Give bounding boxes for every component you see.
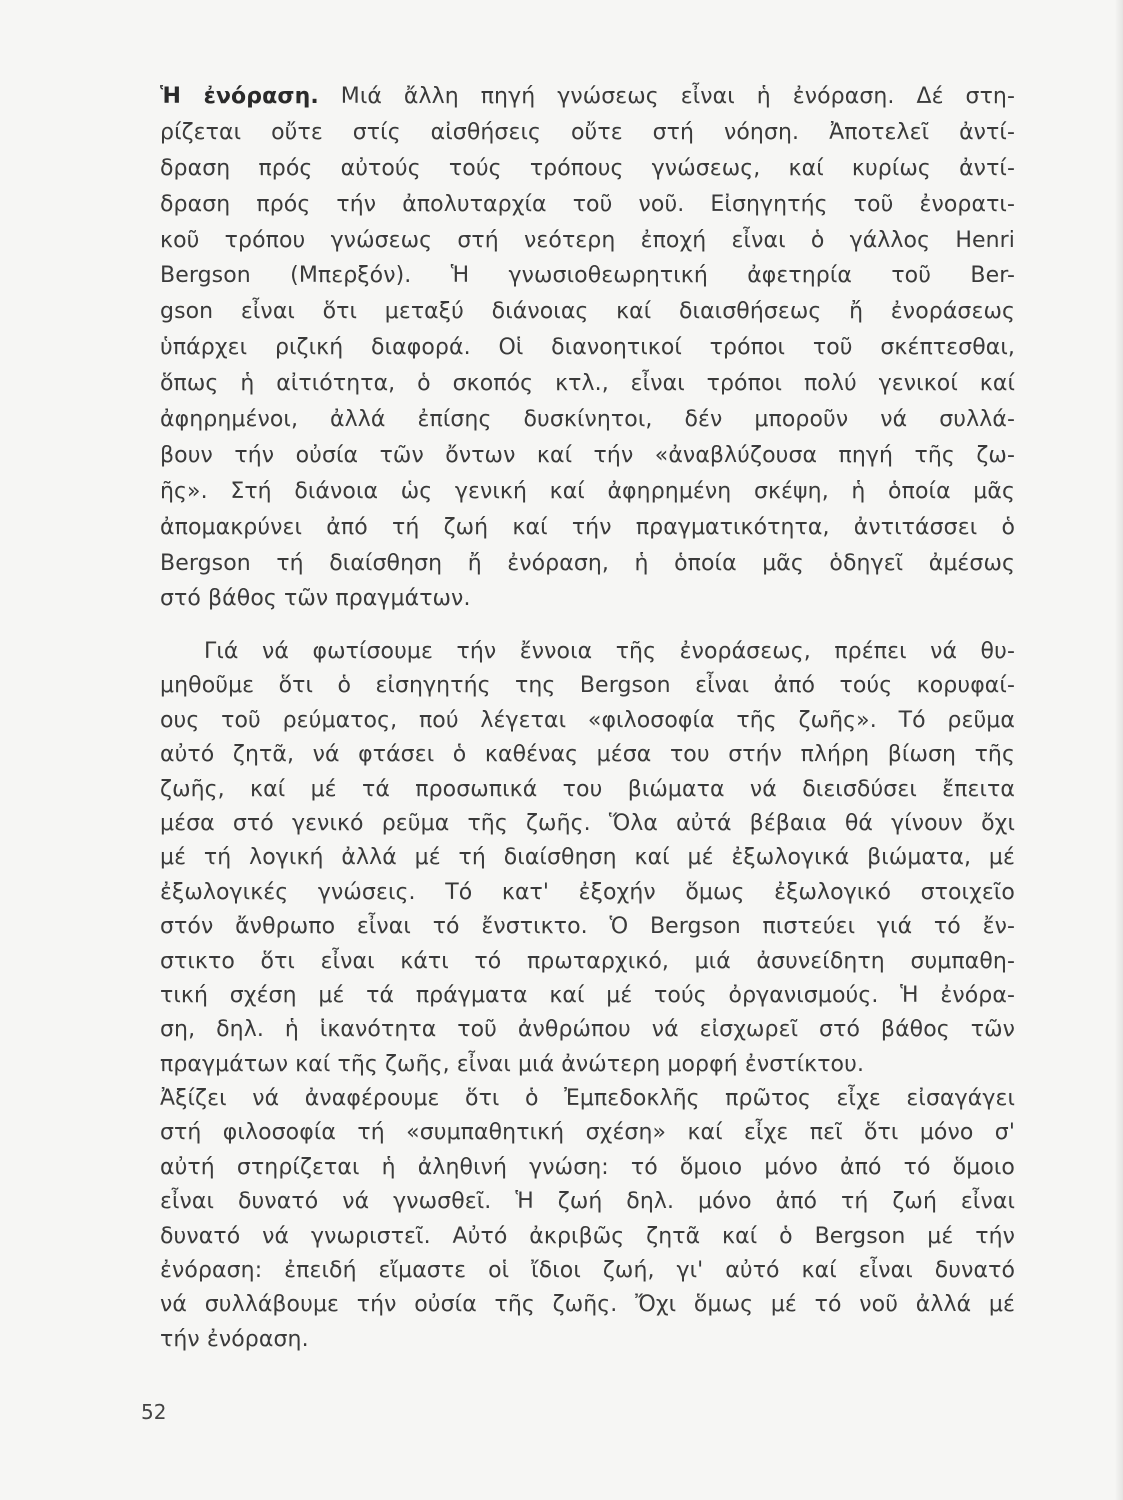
text-line: ὅπως ἡ αἰτιότητα, ὁ σκοπός κτλ., εἶναι τρόποι πολύ γενικοί καί [160,371,1015,397]
text-line: ρίζεται οὔτε στίς αἰσθήσεις οὔτε στή νόηση. Ἀποτελεῖ ἀντί- [160,119,1015,145]
text-line: ους τοῦ ρεύματος, πού λέγεται «φιλοσοφία τῆς ζωῆς». Τό ρεῦμα [160,707,1015,733]
text-line: βουν τήν οὐσία τῶν ὄντων καί τήν «ἀναβλύζουσα πηγή τῆς ζω- [160,442,1015,468]
text-line: ῆς». Στή διάνοια ὡς γενική καί ἀφηρημένη σκέψη, ἡ ὁποία μᾶς [160,478,1015,504]
text-line: δραση πρός τήν ἀπολυταρχία τοῦ νοῦ. Εἰσηγητής τοῦ ἐνορατι- [160,191,1015,217]
text-line: εἶναι δυνατό νά γνωσθεῖ. Ἡ ζωή δηλ. μόνο ἀπό τή ζωή εἶναι [160,1189,1015,1215]
text-line: ση, δηλ. ἡ ἱκανότητα τοῦ ἀνθρώπου νά εἰσχωρεῖ στό βάθος τῶν [160,1017,1015,1043]
text-line: μηθοῦμε ὅτι ὁ εἰσηγητής της Bergson εἶναι ἀπό τούς κορυφαί- [160,673,1015,699]
text-line: τική σχέση μέ τά πράγματα καί μέ τούς ὀργανισμούς. Ἡ ἐνόρα- [160,982,1015,1008]
text-line: ἀφηρημένοι, ἀλλά ἐπίσης δυσκίνητοι, δέν μποροῦν νά συλλά- [160,407,1015,433]
text-line: στό βάθος τῶν πραγμάτων. [160,586,471,612]
text-line: δυνατό νά γνωριστεῖ. Αὐτό ἀκριβῶς ζητᾶ καί ὁ Bergson μέ τήν [160,1223,1015,1249]
section-heading: Ἡ ἐνόραση. [160,84,319,109]
text-line: νά συλλάβουμε τήν οὐσία τῆς ζωῆς. Ὄχι ὅμως μέ τό νοῦ ἀλλά μέ [160,1292,1015,1318]
paragraph-1 [160,79,1015,617]
text-line: Bergson τή διαίσθηση ἤ ἐνόραση, ἡ ὁποία μᾶς ὁδηγεῖ ἀμέσως [160,550,1015,576]
text-line: gson εἶναι ὅτι μεταξύ διάνοιας καί διαισθήσεως ἤ ἐνοράσεως [160,299,1015,325]
text-line [160,79,1015,115]
text-line: ἐξωλογικές γνώσεις. Τό κατ' ἐξοχήν ὅμως ἐξωλογικό στοιχεῖο [160,879,1015,905]
text-line: ὑπάρχει ριζική διαφορά. Οἱ διανοητικοί τρόποι τοῦ σκέπτεσθαι, [160,335,1015,361]
text-line: μέσα στό γενικό ρεῦμα τῆς ζωῆς. Ὅλα αὐτά βέβαια θά γίνουν ὄχι [160,810,1015,836]
text-line: αὐτή στηρίζεται ἡ ἀληθινή γνώση: τό ὅμοιο μόνο ἀπό τό ὅμοιο [160,1154,1015,1180]
text-line: στόν ἄνθρωπο εἶναι τό ἔνστικτο. Ὁ Bergson πιστεύει γιά τό ἔν- [160,914,1015,940]
page-number: 52 [141,1400,167,1424]
text-line: στικτο ὅτι εἶναι κάτι τό πρωταρχικό, μιά ἀσυνείδητη συμπαθη- [160,948,1015,974]
text-line: στή φιλοσοφία τή «συμπαθητική σχέση» καί εἶχε πεῖ ὅτι μόνο σ' [160,1120,1015,1146]
text-line: ἐνόραση: ἐπειδή εἴμαστε οἱ ἴδιοι ζωή, γι' αὐτό καί εἶναι δυνατό [160,1258,1015,1284]
page-edge-shadow [1115,0,1123,1500]
paragraph-2 [160,635,1015,1357]
text-line: δραση πρός αὐτούς τούς τρόπους γνώσεως, καί κυρίως ἀντί- [160,155,1015,181]
text-line: Ἀξίζει νά ἀναφέρουμε ὅτι ὁ Ἐμπεδοκλῆς πρῶτος εἶχε εἰσαγάγει [160,1086,1015,1112]
text-line: αὐτό ζητᾶ, νά φτάσει ὁ καθένας μέσα του στήν πλήρη βίωση τῆς [160,742,1015,768]
text-line: κοῦ τρόπου γνώσεως στή νεότερη ἐποχή εἶναι ὁ γάλλος Henri [160,227,1015,253]
text-line: Γιά νά φωτίσουμε τήν ἔννοια τῆς ἐνοράσεως, πρέπει νά θυ- [204,639,1015,664]
text-line: τήν ἐνόραση. [160,1326,309,1352]
text-line: Bergson (Μπερξόν). Ἡ γνωσιοθεωρητική ἀφετηρία τοῦ Ber- [160,263,1015,289]
text-line: ἀπομακρύνει ἀπό τή ζωή καί τήν πραγματικότητα, ἀντιτάσσει ὁ [160,514,1015,540]
text-line: πραγμάτων καί τῆς ζωῆς, εἶναι μιά ἀνώτερη μορφή ἐνστίκτου. [160,1051,865,1077]
text-line: μέ τή λογική ἀλλά μέ τή διαίσθηση καί μέ ἐξωλογικά βιώματα, μέ [160,845,1015,871]
text-line: ζωῆς, καί μέ τά προσωπικά του βιώματα νά διεισδύσει ἔπειτα [160,776,1015,802]
text-line-content: Μιά ἄλλη πηγή γνώσεως εἶναι ἡ ἐνόραση. Δέ στη- [318,84,1015,109]
